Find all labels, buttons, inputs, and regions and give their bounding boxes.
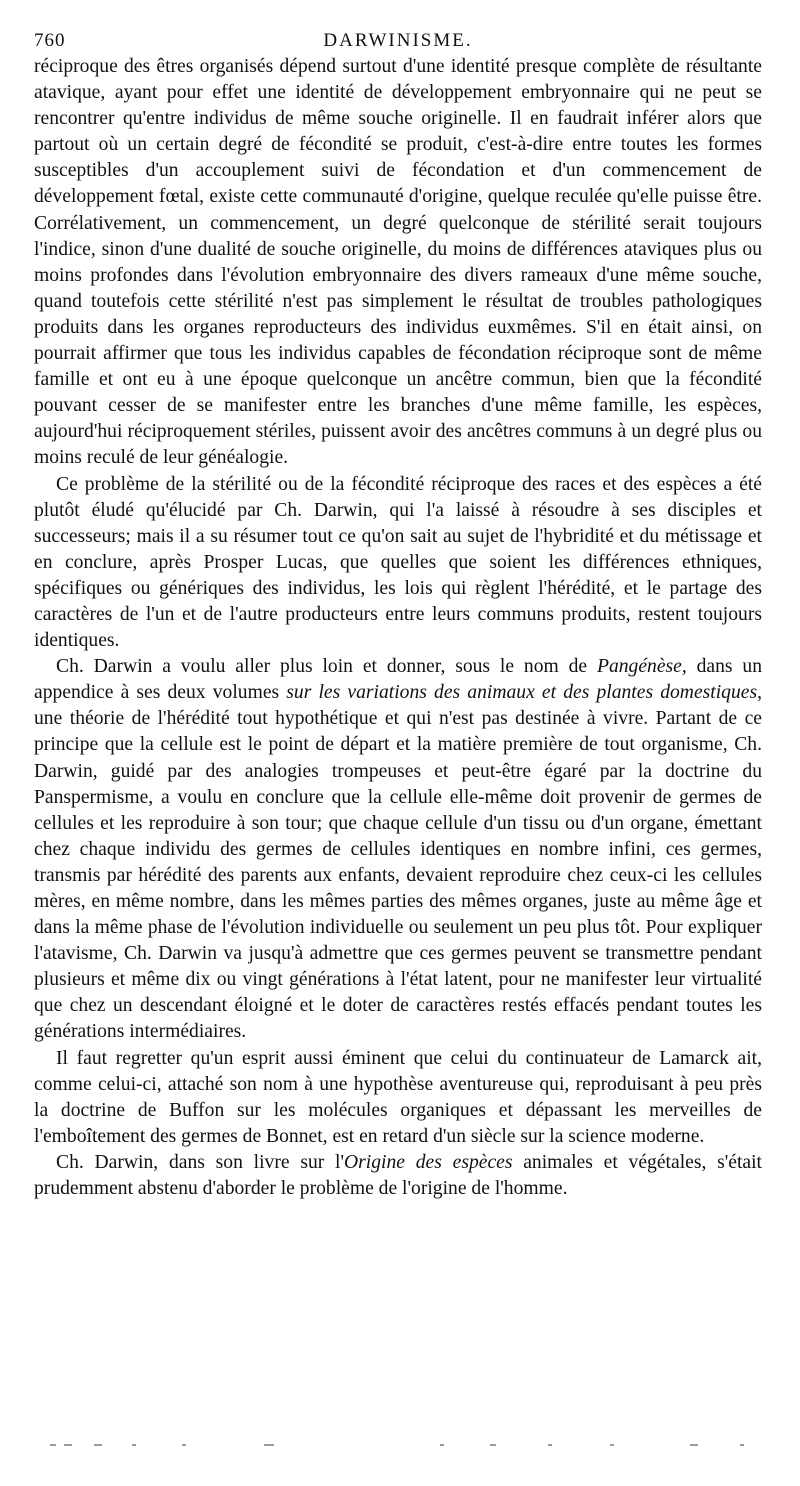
book-page xyxy=(34,24,762,1202)
paragraph-text: , une théorie de l'hérédité tout hypothétique et qui n'est pas destinée à vivre. Partant de ce principe que la cellule est le point de départ et la matière première de tout organisme, Ch. Darwin, guidé par des analogies trompeuses et peut-être égaré par la doctrine du Panspermisme, a voulu en conclure que la cellule elle-même doit provenir de germes de cellules et les reproduire à son tour; que chaque cellule d'un tissu ou d'un organe, émettant chez chaque individu des germes de cellules identiques en nombre infini, ces germes, transmis par hérédité des parents aux enfants, devaient reproduire chez ceux-ci les cellules mères, en même nombre, dans les mêmes parties des mêmes organes, juste au même âge et dans la même phase de l'évolution individuelle ou seulement un peu plus tôt. Pour expliquer l'atavisme, Ch. Darwin va jusqu'à admettre que ces germes peuvent se transmettre pendant plusieurs et même dix ou vingt générations à l'état latent, pour ne manifester leur virtualité que chez un descendant éloigné et le doter de caractères restés effacés pendant toutes les générations intermédiaires. xyxy=(34,682,762,1043)
paragraph-text: , dans un appendice à ses deux volumes xyxy=(34,656,762,704)
paragraph-text: Ch. Darwin a voulu aller plus loin et donner, sous le nom de xyxy=(56,656,597,678)
paragraph-text: Ce problème de la stérilité ou de la fécondité réciproque des races et des espèces a été plutôt éludé qu'élucidé par Ch. Darwin, qui l'a laissé à résoudre à ses disciples et successeurs; mais il a su résumer tout ce qu'on sait au sujet de l'hybridité et du métissage et en conclure, après Prosper Lucas, que quelles que soient les différences ethniques, spécifiques ou génériques des individus, les lois qui règlent l'hérédité, et le partage des caractères de l'un et de l'autre producteurs entre leurs communs produits, restent toujours identiques. xyxy=(34,473,762,652)
page-number: 760 xyxy=(34,30,66,51)
paragraph-text: Il faut regretter qu'un esprit aussi éminent que celui du continuateur de Lamarck ait, comme celui-ci, attaché son nom à une hypothèse aventureuse qui, reproduisant à peu près la doctrine de Buffon sur les molécules organiques et dépassant les merveilles de l'emboîtement des germes de Bonnet, est en retard d'un siècle sur la science moderne. xyxy=(34,1047,762,1147)
italic-text: sur les variations des animaux et des plantes domestiques xyxy=(286,682,758,704)
paragraph xyxy=(34,654,762,1045)
italic-text: Origine des espèces xyxy=(344,1151,513,1173)
italic-text: Pangénèse xyxy=(596,656,682,678)
paragraph xyxy=(34,1046,762,1150)
paragraph xyxy=(34,54,762,472)
running-title: DARWINISME. xyxy=(323,30,473,51)
body-text xyxy=(34,54,762,1202)
paragraph-text: Ch. Darwin, dans son livre sur l' xyxy=(56,1151,345,1173)
paragraph xyxy=(34,1150,762,1202)
page-bottom-marks xyxy=(50,1440,750,1450)
paragraph-text: réciproque des êtres organisés dépend surtout d'une identité presque complète de résultante atavique, ayant pour effet une identité de développement embryonnaire qui ne peut se rencontrer qu'entre individus de même souche originelle. Il en faudrait inférer alors que partout où un certain degré de fécondité se produit, c'est-à-dire entre toutes les formes susceptibles d'un accouplement suivi de fécondation et d'un commencement de développement fœtal, existe cette communauté d'origine, quelque reculée qu'elle puisse être. Corrélativement, un commencement, un degré quelconque de stérilité serait toujours l'indice, sinon d'une dualité de souche originelle, du moins de différences ataviques plus ou moins profondes dans l'évolution embryonnaire des divers rameaux d'une même souche, quand toutefois cette stérilité n'est pas simplement le résultat de troubles pathologiques produits dans les organes reproducteurs des individus euxmêmes. S'il en était ainsi, on pourrait affirmer que tous les individus capables de fécondation réciproque sont de même famille et ont eu à une époque quelconque un ancêtre commun, bien que la fécondité pouvant cesser de se manifester entre les branches d'une même famille, les espèces, aujourd'hui réciproquement stériles, puissent avoir des ancêtres communs à un degré plus ou moins reculé de leur généalogie. xyxy=(34,56,762,469)
paragraph-text: animales et végétales, s'était prudemment abstenu d'aborder le problème de l'origine de l'homme. xyxy=(34,1151,763,1200)
paragraph xyxy=(34,472,762,655)
running-head xyxy=(34,24,762,54)
